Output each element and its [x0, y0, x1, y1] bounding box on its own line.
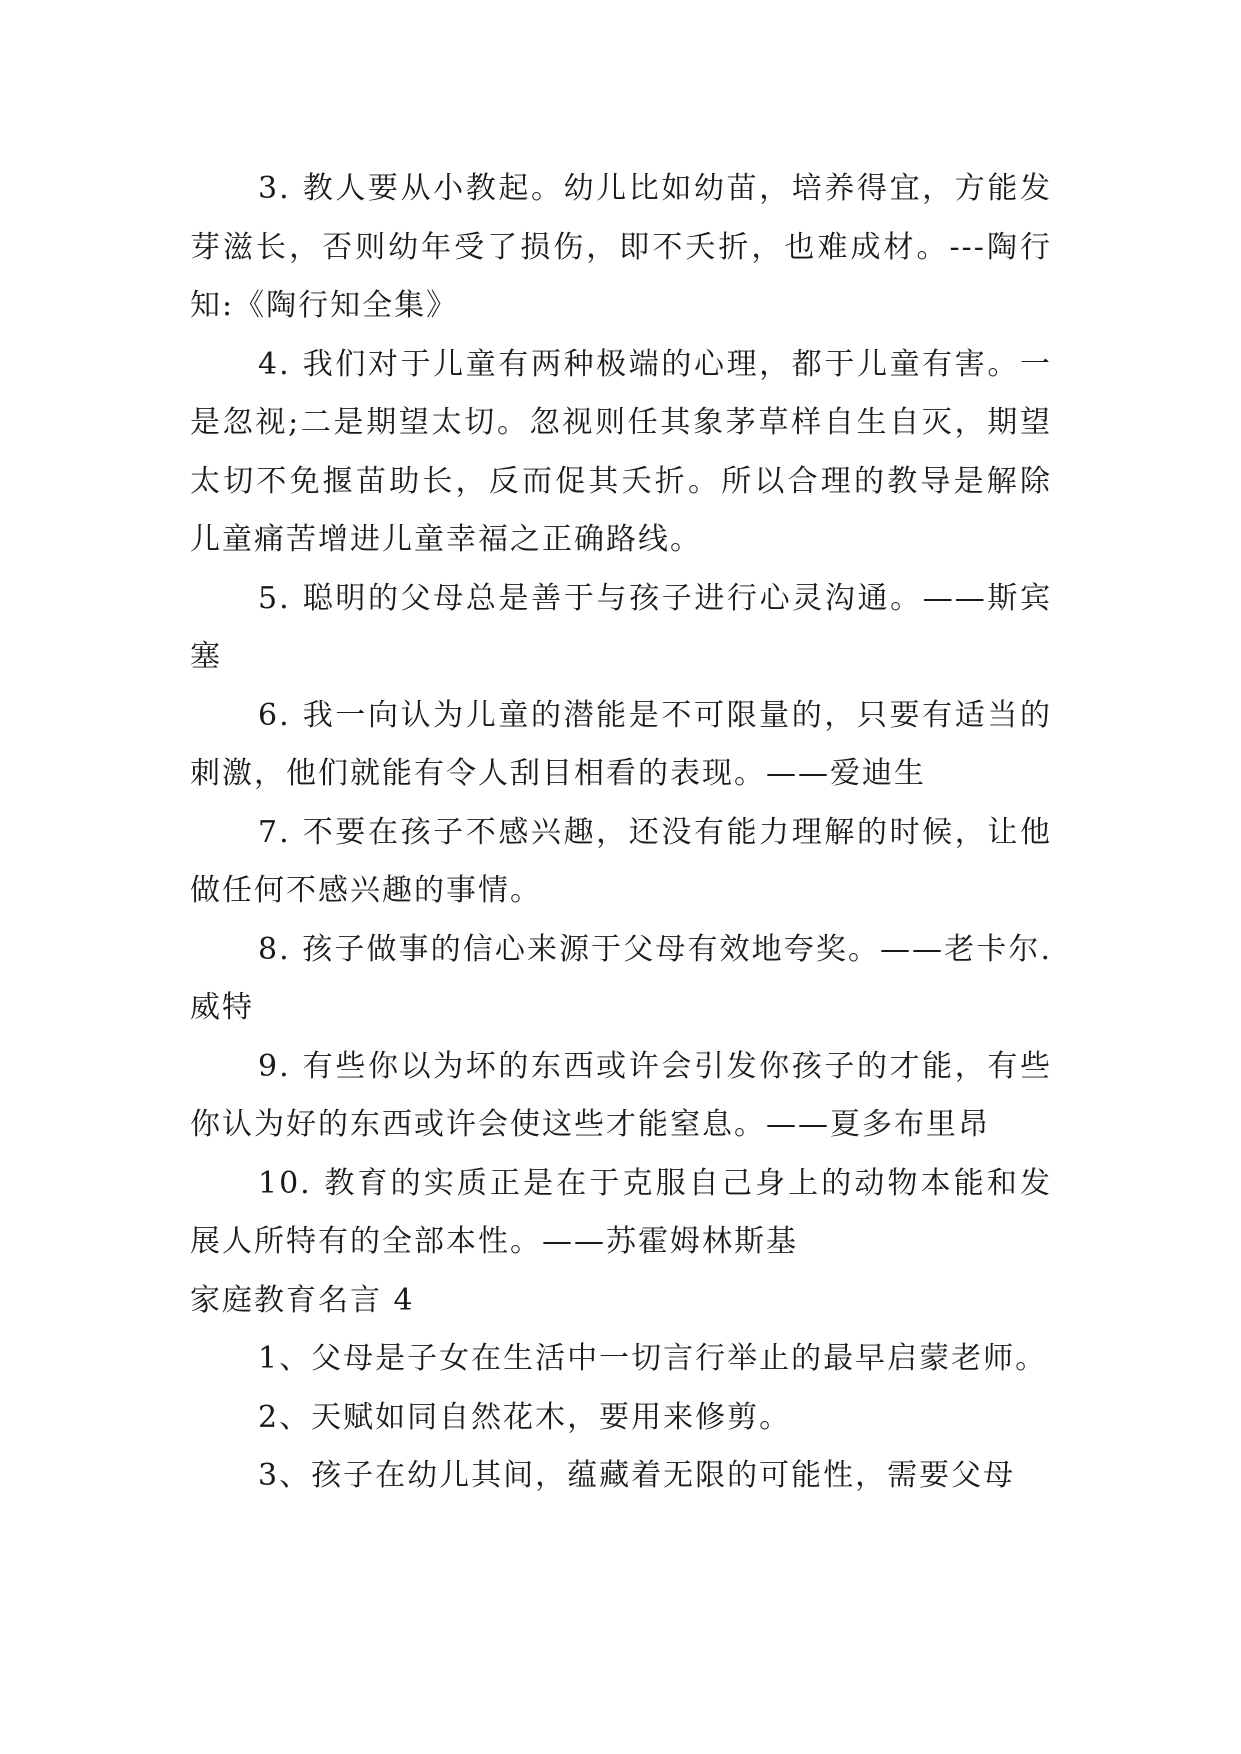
- quote-paragraph: 4. 我们对于儿童有两种极端的心理，都于儿童有害。一是忽视;二是期望太切。忽视则任其象茅草样自生自灭，期望太切不免揠苗助长，反而促其夭折。所以合理的教导是解除儿童痛苦增进儿童幸福之正确路线。: [190, 346, 1052, 557]
- quote-paragraph: 9. 有些你以为坏的东西或许会引发你孩子的才能，有些你认为好的东西或许会使这些才能窒息。——夏多布里昂: [190, 1048, 1052, 1142]
- quote-paragraph: 10. 教育的实质正是在于克服自己身上的动物本能和发展人所特有的全部本性。——苏霍姆林斯基: [190, 1165, 1052, 1259]
- quote-paragraph: 7. 不要在孩子不感兴趣，还没有能力理解的时候，让他做任何不感兴趣的事情。: [190, 814, 1052, 908]
- document-page: [190, 160, 1052, 1506]
- quote-paragraph: 8. 孩子做事的信心来源于父母有效地夸奖。——老卡尔.威特: [190, 931, 1052, 1025]
- quote-paragraph: 2、天赋如同自然花木，要用来修剪。: [258, 1399, 792, 1435]
- quote-paragraph: 6. 我一向认为儿童的潜能是不可限量的，只要有适当的刺激，他们就能有令人刮目相看的表现。——爱迪生: [190, 697, 1052, 791]
- quote-paragraph: 3. 教人要从小教起。幼儿比如幼苗，培养得宜，方能发芽滋长，否则幼年受了损伤，即不夭折，也难成材。---陶行知:《陶行知全集》: [190, 171, 1052, 323]
- quote-paragraph: 3、孩子在幼儿其间，蕴藏着无限的可能性，需要父母: [258, 1458, 1016, 1493]
- section-heading: 家庭教育名言 4: [190, 1282, 415, 1318]
- quote-paragraph: 5. 聪明的父母总是善于与孩子进行心灵沟通。——斯宾塞: [190, 580, 1052, 674]
- quote-paragraph: 1、父母是子女在生活中一切言行举止的最早启蒙老师。: [258, 1341, 1048, 1376]
